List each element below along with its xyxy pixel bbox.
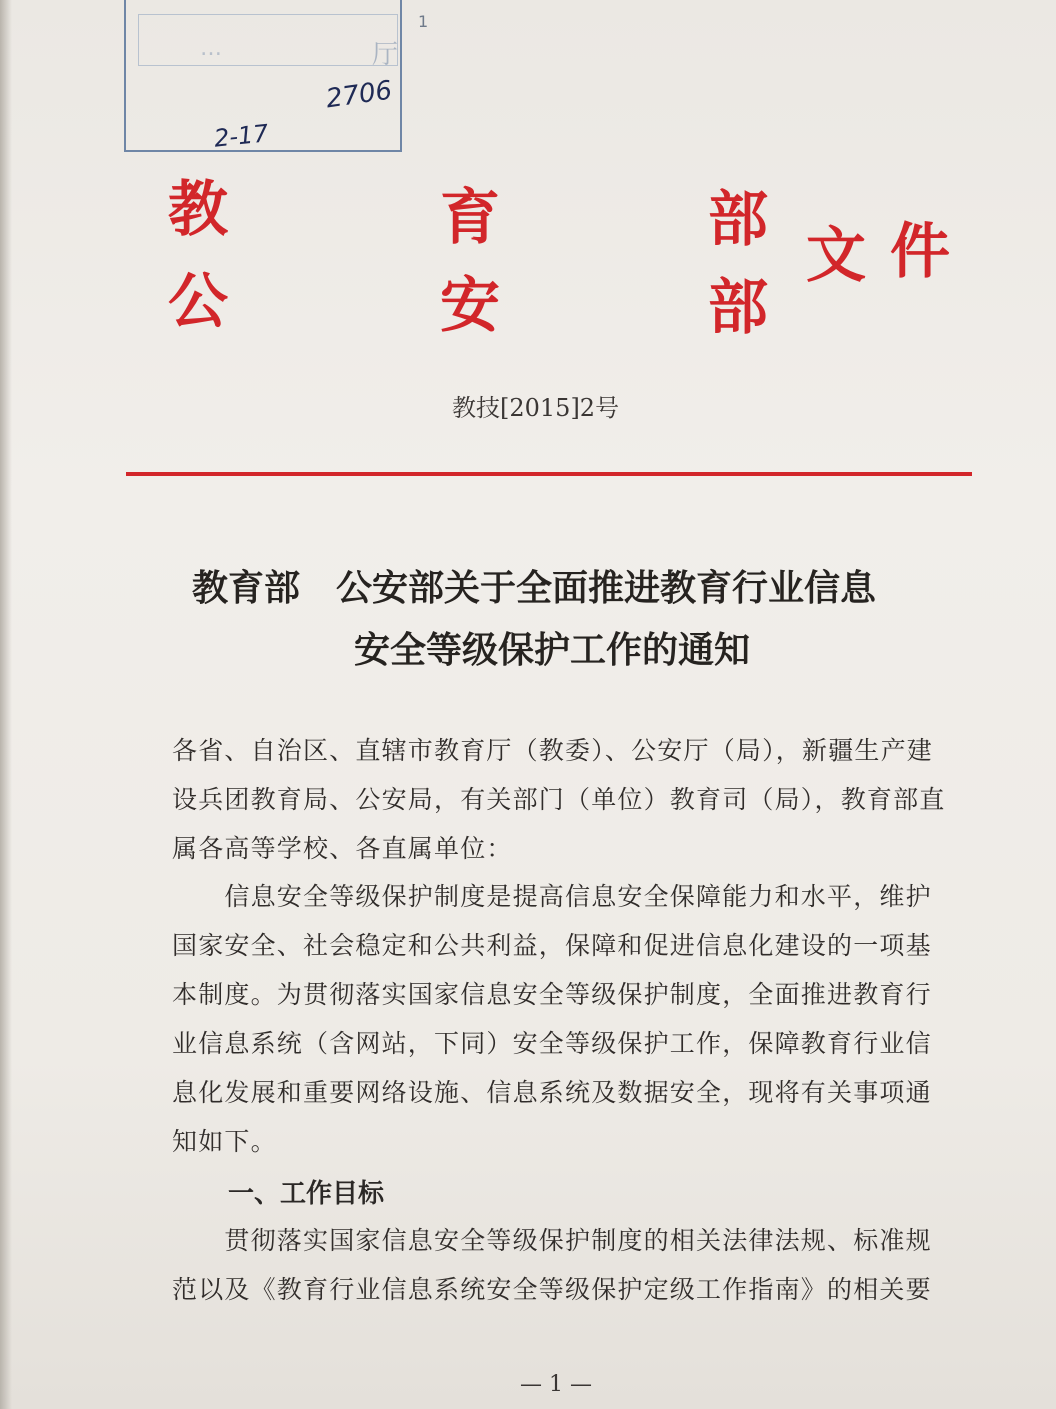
receipt-stamp-inner-box: [138, 14, 398, 66]
stamp-faded-char: 厅: [372, 40, 399, 70]
page-edge-shadow: [0, 0, 12, 1409]
handwritten-number-2: 2-17: [212, 119, 270, 153]
body-line: 业信息系统（含网站，下同）安全等级保护工作，保障教育行业信: [172, 1029, 932, 1058]
header-char-bu-1: 部: [708, 185, 768, 255]
handwritten-number-1: 2706: [324, 75, 394, 115]
red-separator-line: [126, 472, 972, 476]
header-char-wen: 文: [806, 221, 866, 291]
body-line: 贯彻落实国家信息安全等级保护制度的相关法律法规、标准规: [172, 1226, 932, 1255]
document-number: 教技[2015]2号: [452, 394, 620, 422]
document-title-line-1: 教育部 公安部关于全面推进教育行业信息: [192, 568, 877, 609]
body-line: 信息安全等级保护制度是提高信息安全保障能力和水平，维护: [172, 882, 932, 911]
body-line: 息化发展和重要网络设施、信息系统及数据安全，现将有关事项通: [172, 1078, 932, 1107]
body-line: 属各高等学校、各直属单位：: [172, 834, 513, 863]
header-char-an: 安: [440, 271, 500, 341]
body-line: 设兵团教育局、公安局，有关部门（单位）教育司（局），教育部直: [172, 785, 946, 814]
body-line: 范以及《教育行业信息系统安全等级保护定级工作指南》的相关要: [172, 1275, 932, 1304]
section-heading: 一、工作目标: [228, 1179, 385, 1209]
body-line: 国家安全、社会稳定和公共利益，保障和促进信息化建设的一项基: [172, 931, 932, 960]
header-char-jiao: 教: [168, 175, 228, 245]
header-char-jian: 件: [890, 217, 950, 287]
stamp-faded-text: …: [200, 36, 222, 61]
body-line: 知如下。: [172, 1127, 277, 1156]
page-number: — 1 —: [520, 1372, 592, 1397]
body-line: 本制度。为贯彻落实国家信息安全等级保护制度，全面推进教育行: [172, 980, 932, 1009]
stamp-tick-mark: 1: [418, 12, 429, 31]
header-char-bu-2: 部: [708, 273, 768, 343]
document-title-line-2: 安全等级保护工作的通知: [354, 630, 751, 671]
header-char-gong: 公: [168, 267, 228, 337]
header-char-yu: 育: [440, 183, 500, 253]
body-line: 各省、自治区、直辖市教育厅（教委）、公安厅（局），新疆生产建: [172, 736, 934, 765]
